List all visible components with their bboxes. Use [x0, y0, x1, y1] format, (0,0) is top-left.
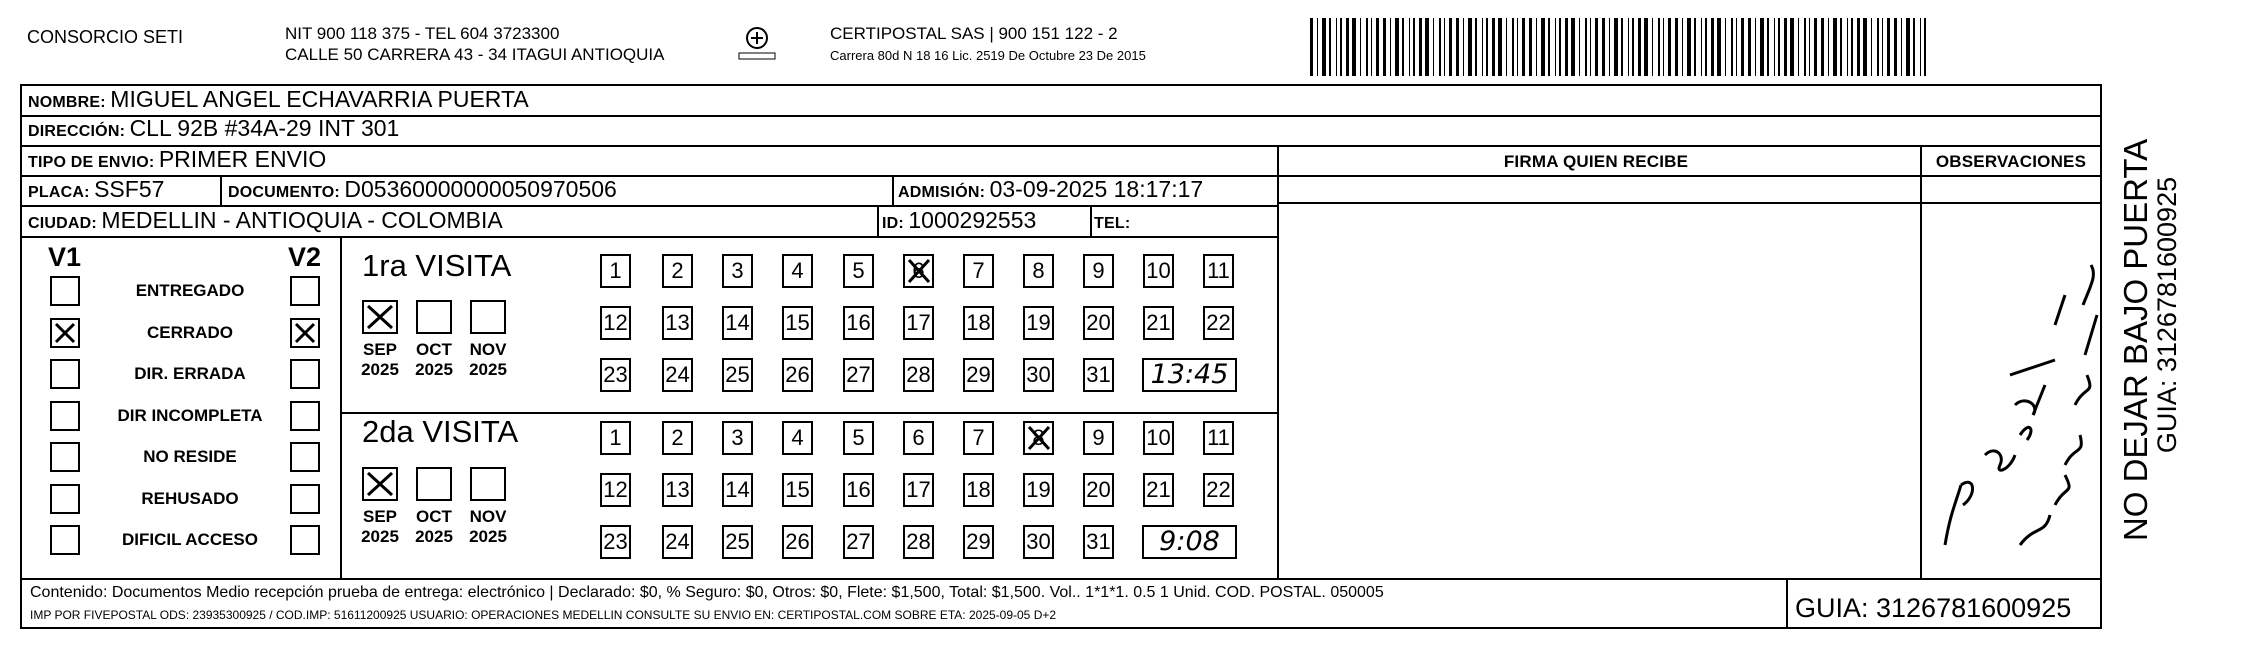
day-cell: 29	[963, 358, 994, 392]
barcode-bar	[1798, 18, 1799, 76]
barcode-bar	[1602, 18, 1605, 76]
barcode-bar	[1924, 18, 1926, 76]
barcode-bar	[1804, 18, 1806, 76]
footer-guia: GUIA: 3126781600925	[1795, 593, 2072, 623]
barcode-bar	[1814, 18, 1817, 76]
day-cell: 12	[600, 473, 631, 507]
barcode-bar	[1559, 18, 1561, 76]
v2-header: V2	[288, 242, 322, 272]
day-cell: 24	[662, 358, 693, 392]
id-label: ID:	[882, 215, 904, 232]
barcode-bar	[1828, 18, 1829, 76]
barcode-bar	[1906, 18, 1910, 76]
status-checkbox-v1	[50, 442, 80, 472]
day-cell: 19	[1023, 473, 1054, 507]
barcode-bar	[1317, 18, 1318, 76]
day-cell	[903, 254, 934, 288]
license-line: Carrera 80d N 18 16 Lic. 2519 De Octubre 23 De 2015	[830, 48, 1146, 63]
barcode-bar	[1425, 18, 1429, 76]
month-checkbox-oct	[416, 300, 452, 334]
admision-value: 03-09-2025 18:17:17	[989, 176, 1204, 202]
barcode-bar	[1857, 18, 1860, 76]
year-label: 2025	[361, 527, 399, 546]
year-label: 2025	[361, 360, 399, 379]
nit-line: NIT 900 118 375 - TEL 604 3723300	[285, 24, 560, 43]
month-label: NOV	[469, 340, 507, 359]
documento-label: DOCUMENTO:	[228, 184, 340, 201]
day-cell: 1	[600, 421, 631, 455]
day-cell: 1	[600, 254, 631, 288]
barcode-bar	[1383, 18, 1386, 76]
month-checkbox-nov	[470, 467, 506, 501]
barcode-bar	[1755, 18, 1756, 76]
barcode-bar	[1590, 18, 1591, 76]
month-label: OCT	[416, 340, 452, 359]
barcode-bar	[1652, 18, 1653, 76]
barcode-bar	[1628, 18, 1629, 76]
day-cell: 29	[963, 525, 994, 559]
tipo-envio-value: PRIMER ENVIO	[158, 146, 327, 172]
ciudad-field	[28, 207, 503, 237]
barcode-bar	[1871, 18, 1872, 76]
day-number: 8	[1032, 425, 1045, 450]
barcode-bar	[1851, 18, 1853, 76]
day-cell: 17	[903, 306, 934, 340]
barcode-bar	[1736, 18, 1737, 76]
placa-field	[28, 176, 164, 206]
day-cell: 25	[722, 525, 753, 559]
day-number: 6	[912, 258, 925, 283]
year-label: 2025	[469, 527, 507, 546]
placa-label: PLACA:	[28, 184, 90, 201]
barcode-bar	[1767, 18, 1769, 76]
day-cell: 26	[782, 525, 813, 559]
side-guia: GUIA: 3126781600925	[2152, 176, 2182, 454]
barcode-bar	[1774, 18, 1775, 76]
barcode-bar	[1352, 18, 1356, 76]
day-cell: 4	[782, 254, 813, 288]
barcode-bar	[1529, 18, 1532, 76]
address-line: CALLE 50 CARRERA 43 - 34 ITAGUI ANTIOQUIA	[285, 45, 665, 64]
status-checkbox-v1	[50, 484, 80, 514]
barcode-bar	[1682, 18, 1683, 76]
barcode	[1310, 18, 1940, 76]
direccion-label: DIRECCIÓN:	[28, 123, 126, 140]
barcode-bar	[1555, 18, 1556, 76]
barcode-bar	[1565, 18, 1568, 76]
status-label: REHUSADO	[141, 488, 239, 508]
barcode-bar	[1840, 18, 1842, 76]
status-checkbox-v2	[290, 318, 320, 348]
barcode-bar	[1395, 18, 1399, 76]
day-cell: 26	[782, 358, 813, 392]
barcode-bar	[1371, 18, 1372, 76]
day-cell: 30	[1023, 358, 1054, 392]
day-cell: 22	[1203, 473, 1234, 507]
status-label: DIFICIL ACCESO	[121, 530, 258, 549]
barcode-bar	[1463, 18, 1464, 76]
barcode-bar	[1475, 18, 1477, 76]
day-cell: 7	[963, 421, 994, 455]
day-cell: 23	[600, 358, 631, 392]
barcode-bar	[1609, 18, 1610, 76]
day-cell: 31	[1083, 525, 1114, 559]
tel-label: TEL:	[1094, 215, 1131, 232]
status-label: NO RESIDE	[143, 447, 237, 466]
barcode-bar	[1778, 18, 1780, 76]
month-checkbox-oct	[416, 467, 452, 501]
status-label: DIR INCOMPLETA	[117, 405, 263, 425]
barcode-bar	[1711, 18, 1714, 76]
barcode-bar	[1456, 18, 1459, 76]
footer-contenido: Contenido: Documentos Medio recepción prueba de entrega: electrónico | Declarado: $0, % Seguro: $0, Otros: $0, Flete: $1,500, Total: $1,500. Vol.. 1*1*1. 0.5 1 Unid. COD. POSTAL. 050005	[30, 584, 1384, 601]
id-value: 1000292553	[908, 207, 1037, 233]
barcode-bar	[1444, 18, 1445, 76]
status-checkbox-v2	[290, 442, 320, 472]
barcode-bar	[1717, 18, 1721, 76]
firma-header: FIRMA QUIEN RECIBE	[1503, 152, 1689, 171]
day-cell: 5	[843, 254, 874, 288]
barcode-bar	[1439, 18, 1441, 76]
barcode-bar	[1760, 18, 1764, 76]
barcode-bar	[1725, 18, 1726, 76]
status-checkbox-v2	[290, 359, 320, 389]
month-checkbox-sep	[362, 300, 398, 334]
barcode-bar	[1731, 18, 1733, 76]
time-cell: 9:08	[1142, 525, 1237, 559]
status-label: DIR. ERRADA	[134, 364, 246, 383]
year-label: 2025	[415, 360, 453, 379]
status-label: CERRADO	[147, 322, 233, 342]
day-cell: 22	[1203, 306, 1234, 340]
month-label: SEP	[362, 340, 398, 359]
barcode-bar	[1336, 18, 1337, 76]
status-checkbox-v2	[290, 401, 320, 431]
barcode-bar	[1663, 18, 1664, 76]
day-cell: 20	[1083, 473, 1114, 507]
barcode-bar	[1402, 18, 1404, 76]
month-label: SEP	[362, 507, 398, 526]
day-cell: 7	[963, 254, 994, 288]
status-checkbox-v2	[290, 525, 320, 555]
day-cell: 5	[843, 421, 874, 455]
barcode-bar	[1638, 18, 1641, 76]
day-cell: 18	[963, 306, 994, 340]
barcode-bar	[1901, 18, 1902, 76]
barcode-bar	[1658, 18, 1660, 76]
day-cell: 28	[903, 358, 934, 392]
day-cell: 3	[722, 421, 753, 455]
barcode-bar	[1409, 18, 1410, 76]
day-cell: 13	[662, 306, 693, 340]
observaciones-signature	[1915, 205, 2105, 565]
barcode-bar	[1913, 18, 1915, 76]
barcode-bar	[1536, 18, 1537, 76]
barcode-bar	[1376, 18, 1379, 76]
direccion-value: CLL 92B #34A-29 INT 301	[129, 115, 400, 141]
day-cell: 6	[903, 421, 934, 455]
barcode-bar	[1329, 18, 1331, 76]
day-cell: 2	[662, 421, 693, 455]
day-cell: 20	[1083, 306, 1114, 340]
nombre-field	[28, 86, 529, 116]
day-cell: 30	[1023, 525, 1054, 559]
day-cell: 10	[1143, 421, 1174, 455]
barcode-bar	[1585, 18, 1587, 76]
barcode-bar	[1486, 18, 1488, 76]
barcode-bar	[1614, 18, 1618, 76]
day-cell: 17	[903, 473, 934, 507]
day-cell: 24	[662, 525, 693, 559]
day-cell: 31	[1083, 358, 1114, 392]
day-cell: 15	[782, 473, 813, 507]
barcode-bar	[1687, 18, 1691, 76]
month-checkbox-sep	[362, 467, 398, 501]
day-cell: 16	[843, 306, 874, 340]
day-cell: 8	[1023, 254, 1054, 288]
barcode-bar	[1449, 18, 1452, 76]
barcode-bar	[1548, 18, 1550, 76]
barcode-bar	[1821, 18, 1824, 76]
day-cell: 3	[722, 254, 753, 288]
time-cell: 13:45	[1142, 358, 1237, 392]
status-checkbox-v1	[50, 525, 80, 555]
barcode-bar	[1833, 18, 1837, 76]
barcode-bar	[1784, 18, 1787, 76]
day-cell: 14	[722, 473, 753, 507]
day-cell: 21	[1143, 473, 1174, 507]
tipo-envio-field	[28, 146, 326, 176]
barcode-bar	[1632, 18, 1634, 76]
barcode-bar	[1571, 18, 1575, 76]
id-field	[882, 207, 1036, 237]
barcode-bar	[1522, 18, 1525, 76]
day-cell: 27	[843, 525, 874, 559]
nombre-label: NOMBRE:	[28, 94, 106, 111]
barcode-bar	[1882, 18, 1883, 76]
barcode-bar	[1433, 18, 1434, 76]
day-cell: 23	[600, 525, 631, 559]
placa-value: SSF57	[94, 176, 165, 202]
barcode-bar	[1482, 18, 1483, 76]
barcode-bar	[1863, 18, 1867, 76]
status-checkbox-v2	[290, 276, 320, 306]
day-cell: 21	[1143, 306, 1174, 340]
admision-label: ADMISIÓN:	[898, 184, 986, 201]
documento-field	[228, 176, 617, 206]
month-label: OCT	[416, 507, 452, 526]
year-label: 2025	[415, 527, 453, 546]
status-checkbox-v1	[50, 276, 80, 306]
barcode-bar	[1322, 18, 1326, 76]
barcode-bar	[1668, 18, 1671, 76]
month-label: NOV	[469, 507, 507, 526]
barcode-bar	[1340, 18, 1342, 76]
day-cell: 2	[662, 254, 693, 288]
day-cell: 10	[1143, 254, 1174, 288]
certipostal-line: CERTIPOSTAL SAS | 900 151 122 - 2	[830, 24, 1118, 43]
day-cell: 25	[722, 358, 753, 392]
day-cell: 11	[1203, 421, 1234, 455]
barcode-bar	[1701, 18, 1702, 76]
ciudad-label: CIUDAD:	[28, 215, 97, 232]
visit1-title: 1ra VISITA	[362, 248, 512, 283]
day-cell: 12	[600, 306, 631, 340]
visit2-title: 2da VISITA	[362, 414, 519, 449]
barcode-bar	[1512, 18, 1514, 76]
barcode-bar	[1541, 18, 1545, 76]
day-cell: 27	[843, 358, 874, 392]
barcode-bar	[1506, 18, 1507, 76]
barcode-bar	[1847, 18, 1848, 76]
barcode-bar	[1675, 18, 1678, 76]
barcode-bar	[1694, 18, 1696, 76]
barcode-bar	[1468, 18, 1472, 76]
day-cell: 18	[963, 473, 994, 507]
month-checkbox-nov	[470, 300, 506, 334]
barcode-bar	[1809, 18, 1810, 76]
barcode-bar	[1877, 18, 1879, 76]
barcode-bar	[1621, 18, 1623, 76]
barcode-bar	[1419, 18, 1422, 76]
v1-header: V1	[48, 242, 82, 272]
day-cell: 15	[782, 306, 813, 340]
documento-value: D05360000000050970506	[344, 176, 617, 202]
barcode-bar	[1346, 18, 1349, 76]
day-cell: 14	[722, 306, 753, 340]
barcode-bar	[1705, 18, 1707, 76]
status-checkbox-v1	[50, 359, 80, 389]
tipo-envio-label: TIPO DE ENVIO:	[28, 154, 155, 171]
certipostal-logo-icon	[733, 24, 781, 64]
direccion-field	[28, 115, 399, 145]
barcode-bar	[1492, 18, 1495, 76]
barcode-bar	[1741, 18, 1744, 76]
barcode-bar	[1579, 18, 1580, 76]
barcode-bar	[1894, 18, 1897, 76]
tel-field	[1094, 207, 1130, 237]
year-label: 2025	[469, 360, 507, 379]
barcode-bar	[1887, 18, 1890, 76]
observaciones-header: OBSERVACIONES	[1935, 152, 2087, 171]
day-cell: 9	[1083, 421, 1114, 455]
barcode-bar	[1498, 18, 1502, 76]
barcode-bar	[1310, 18, 1313, 76]
status-checkbox-v1	[50, 401, 80, 431]
status-checkbox-v1	[50, 318, 80, 348]
day-cell: 13	[662, 473, 693, 507]
day-cell	[1023, 421, 1054, 455]
barcode-bar	[1517, 18, 1518, 76]
status-checkbox-v2	[290, 484, 320, 514]
company-name: CONSORCIO SETI	[27, 27, 184, 47]
barcode-bar	[1790, 18, 1794, 76]
status-label: ENTREGADO	[135, 281, 245, 300]
nombre-value: MIGUEL ANGEL ECHAVARRIA PUERTA	[110, 86, 529, 112]
day-cell: 9	[1083, 254, 1114, 288]
barcode-bar	[1360, 18, 1361, 76]
day-cell: 11	[1203, 254, 1234, 288]
admision-field	[898, 176, 1203, 206]
day-cell: 4	[782, 421, 813, 455]
day-cell: 16	[843, 473, 874, 507]
barcode-bar	[1644, 18, 1648, 76]
footer-imp: IMP POR FIVEPOSTAL ODS: 23935300925 / COD.IMP: 51611200925 USUARIO: OPERACIONES MEDELLIN CONSULTE SU ENVIO EN: CERTIPOSTAL.COM SOBRE ETA: 2025-09-05 D+2	[30, 608, 1057, 622]
ciudad-value: MEDELLIN - ANTIOQUIA - COLOMBIA	[101, 207, 503, 233]
day-cell: 28	[903, 525, 934, 559]
barcode-bar	[1366, 18, 1368, 76]
barcode-bar	[1595, 18, 1598, 76]
barcode-bar	[1390, 18, 1391, 76]
barcode-bar	[1920, 18, 1921, 76]
day-cell: 19	[1023, 306, 1054, 340]
barcode-bar	[1413, 18, 1415, 76]
side-no-dejar: NO DEJAR BAJO PUERTA	[2117, 138, 2154, 542]
barcode-bar	[1748, 18, 1751, 76]
